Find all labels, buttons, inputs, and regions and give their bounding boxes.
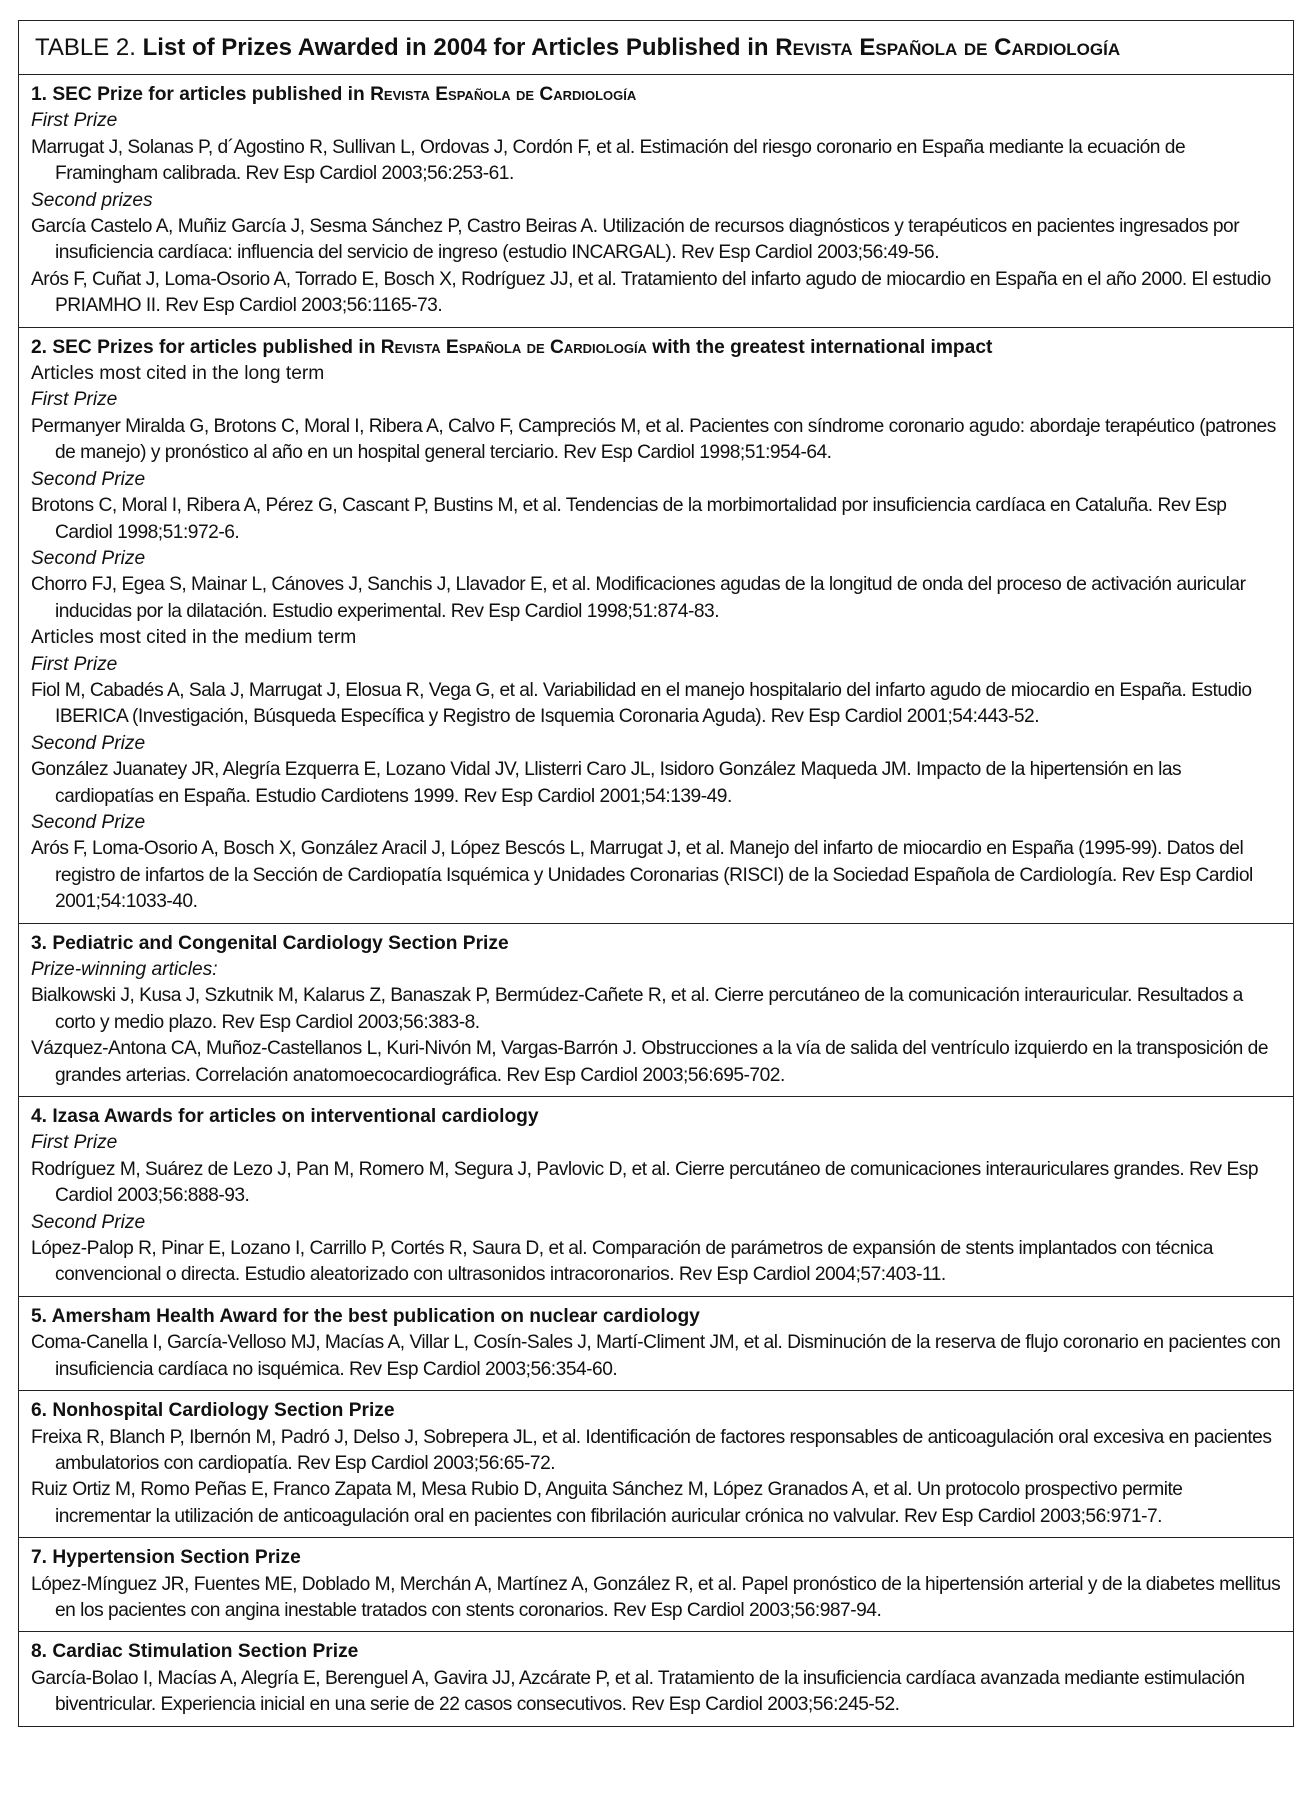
section-heading bbox=[31, 1545, 1281, 1571]
section-heading-journal: Revista Española de Cardiología bbox=[370, 84, 637, 105]
reference-entry: Marrugat J, Solanas P, d´Agostino R, Sullivan L, Ordovas J, Cordón F, et al. Estimación del riesgo coronario en España mediante la ecuación de Framingham calibrada. Rev Esp Cardiol 2003;56:253-61. bbox=[31, 136, 1186, 185]
prizes-table bbox=[18, 20, 1294, 1727]
reference-entry: López-Palop R, Pinar E, Lozano I, Carrillo P, Cortés R, Saura D, et al. Comparación de parámetros de expansión de stents implantados con técnica convencional o directa. Estudio aleatorizado con ultrasonidos intracoronarios. Rev Esp Cardiol 2004;57:403-11. bbox=[31, 1238, 1213, 1286]
prize-label: First Prize bbox=[31, 653, 118, 675]
prize-section bbox=[19, 75, 1293, 328]
reference-entry: Vázquez-Antona CA, Muñoz-Castellanos L, Kuri-Nivón M, Vargas-Barrón J. Obstrucciones a la vía de salida del ventrículo izquierdo en la transposición de grandes arterias. Correlación anatomoecocardiográfica. Rev Esp Cardiol 2003;56:695-702. bbox=[31, 1038, 1269, 1086]
prize-label: First Prize bbox=[31, 110, 118, 132]
reference-entry: Fiol M, Cabadés A, Sala J, Marrugat J, Elosua R, Vega G, et al. Variabilidad en el manejo hospitalario del infarto agudo de miocardio en España. Estudio IBERICA (Investigación, Búsqueda Específica y Registro de Isquemia Coronaria Aguda). Rev Esp Cardiol 2001;54:443-52. bbox=[31, 679, 1252, 728]
section-heading-text: 1. SEC Prize for articles published in bbox=[31, 84, 371, 105]
reference-entry: López-Mínguez JR, Fuentes ME, Doblado M, Merchán A, Martínez A, González R, et al. Papel pronóstico de la hipertensión arterial y de la diabetes mellitus en los pacientes con angina inestable tratados con stents coronarios. Rev Esp Cardiol 2003;56:987-94. bbox=[31, 1573, 1281, 1621]
table-body bbox=[19, 75, 1293, 1726]
reference-entry: Ruiz Ortiz M, Romo Peñas E, Franco Zapata M, Mesa Rubio D, Anguita Sánchez M, López Granados A, et al. Un protocolo prospectivo permite incrementar la utilización de anticoagulación oral en pacientes con fibrilación auricular crónica no valvular. Rev Esp Cardiol 2003;56:971-7. bbox=[31, 1479, 1183, 1527]
prize-label: Second Prize bbox=[31, 468, 146, 490]
prize-label: Second prizes bbox=[31, 189, 153, 211]
reference-entry: Freixa R, Blanch P, Ibernón M, Padró J, Delso J, Sobrepera JL, et al. Identificación de factores responsables de anticoagulación oral excesiva en pacientes ambulatorios con cardiopatía. Rev Esp Cardiol 2003;56:65-72. bbox=[31, 1426, 1272, 1474]
section-heading-text: 6. Nonhospital Cardiology Section Prize bbox=[31, 1400, 395, 1422]
reference-entry: Coma-Canella I, García-Velloso MJ, Macías A, Villar L, Cosín-Sales J, Martí-Climent JM, et al. Disminución de la reserva de flujo coronario en pacientes con insuficiencia cardíaca no isquémica. Rev Esp Cardiol 2003;56:354-60. bbox=[31, 1332, 1281, 1380]
section-heading-suffix: with the greatest international impact bbox=[646, 336, 993, 358]
table-title bbox=[19, 21, 1293, 75]
prize-label: Second Prize bbox=[31, 547, 146, 569]
category-label: Articles most cited in the medium term bbox=[31, 627, 357, 649]
prize-label: Second Prize bbox=[31, 1211, 146, 1233]
section-heading bbox=[31, 82, 1281, 108]
prize-section bbox=[19, 924, 1293, 1097]
prize-label: First Prize bbox=[31, 389, 118, 411]
reference-entry: Chorro FJ, Egea S, Mainar L, Cánoves J, Sanchis J, Llavador E, et al. Modificaciones agudas de la longitud de onda del proceso de activación auricular inducidas por la dilatación. Estudio experimental. Rev Esp Cardiol 1998;51:874-83. bbox=[31, 574, 1246, 622]
table-label: TABLE 2. bbox=[35, 34, 136, 61]
section-heading bbox=[31, 1304, 1281, 1330]
prize-section bbox=[19, 1097, 1293, 1297]
prize-section bbox=[19, 1297, 1293, 1391]
prize-label: Prize-winning articles: bbox=[31, 959, 218, 980]
reference-entry: García-Bolao I, Macías A, Alegría E, Berenguel A, Gavira JJ, Azcárate P, et al. Tratamiento de la insuficiencia cardíaca avanzada mediante estimulación biventricular. Experiencia inicial en una serie de 22 casos consecutivos. Rev Esp Cardiol 2003;56:245-52. bbox=[31, 1667, 1245, 1716]
section-heading bbox=[31, 1639, 1281, 1665]
table-title-part1: List of Prizes Awarded in 2004 for Articles Published in bbox=[142, 34, 776, 61]
section-heading bbox=[31, 335, 1281, 361]
section-heading bbox=[31, 1398, 1281, 1424]
section-heading bbox=[31, 931, 1281, 957]
section-heading bbox=[31, 1104, 1281, 1130]
prize-label: Second Prize bbox=[31, 732, 146, 754]
category-label: Articles most cited in the long term bbox=[31, 363, 325, 385]
prize-label: Second Prize bbox=[31, 811, 146, 833]
section-heading-text: 3. Pediatric and Congenital Cardiology Section Prize bbox=[31, 932, 509, 954]
reference-entry: Arós F, Cuñat J, Loma-Osorio A, Torrado E, Bosch X, Rodríguez JJ, et al. Tratamiento del infarto agudo de miocardio en España en el año 2000. El estudio PRIAMHO II. Rev Esp Cardiol 2003;56:1165-73. bbox=[31, 268, 1271, 317]
section-heading-text: 2. SEC Prizes for articles published in bbox=[31, 336, 381, 358]
section-heading-text: 4. Izasa Awards for articles on interventional cardiology bbox=[31, 1106, 539, 1128]
reference-entry: Permanyer Miralda G, Brotons C, Moral I, Ribera A, Calvo F, Campreciós M, et al. Pacientes con síndrome coronario agudo: abordaje terapéutico (patrones de manejo) y pronóstico al año en un hospital general terciario. Rev Esp Cardiol 1998;51:954-64. bbox=[31, 415, 1276, 464]
section-heading-text: 7. Hypertension Section Prize bbox=[31, 1547, 301, 1569]
reference-entry: Rodríguez M, Suárez de Lezo J, Pan M, Romero M, Segura J, Pavlovic D, et al. Cierre percutáneo de comunicaciones interauriculares grandes. Rev Esp Cardiol 2003;56:888-93. bbox=[31, 1158, 1259, 1207]
reference-entry: González Juanatey JR, Alegría Ezquerra E, Lozano Vidal JV, Llisterri Caro JL, Isidoro González Maqueda JM. Impacto de la hipertensión en las cardiopatías en España. Estudio Cardiotens 1999. Rev Esp Cardiol 2001;54:139-49. bbox=[31, 759, 1182, 807]
table-title-text bbox=[143, 34, 1121, 61]
section-heading-text: 5. Amersham Health Award for the best publication on nuclear cardiology bbox=[31, 1305, 700, 1327]
prize-section bbox=[19, 328, 1293, 924]
prize-label: First Prize bbox=[31, 1132, 118, 1154]
reference-entry: García Castelo A, Muñiz García J, Sesma Sánchez P, Castro Beiras A. Utilización de recursos diagnósticos y terapéuticos en pacientes ingresados por insuficiencia cardíaca: influencia del servicio de ingreso (estudio INCARGAL). Rev Esp Cardiol 2003;56:49-56. bbox=[31, 216, 1240, 264]
prize-section bbox=[19, 1538, 1293, 1632]
prize-section bbox=[19, 1391, 1293, 1538]
section-heading-journal: Revista Española de Cardiología bbox=[380, 336, 647, 358]
reference-entry: Brotons C, Moral I, Ribera A, Pérez G, Cascant P, Bustins M, et al. Tendencias de la morbimortalidad por insuficiencia cardíaca en Cataluña. Rev Esp Cardiol 1998;51:972-6. bbox=[31, 495, 1227, 543]
table-title-journal: Revista Española de Cardiología bbox=[775, 34, 1121, 61]
reference-entry: Bialkowski J, Kusa J, Szkutnik M, Kalarus Z, Banaszak P, Bermúdez-Cañete R, et al. Cierre percutáneo de la comunicación interauricular. Resultados a corto y medio plazo. Rev Esp Cardiol 2003;56:383-8. bbox=[31, 985, 1243, 1033]
reference-entry: Arós F, Loma-Osorio A, Bosch X, González Aracil J, López Bescós L, Marrugat J, et al. Manejo del infarto de miocardio en España (1995-99). Datos del registro de infartos de la Sección de Cardiopatía Isquémica y Unidades Coronarias (RISCI) de la Sociedad Española de Cardiología. Rev Esp Cardiol 2001;54:1033-40. bbox=[31, 838, 1253, 913]
section-heading-text: 8. Cardiac Stimulation Section Prize bbox=[31, 1641, 359, 1663]
prize-section bbox=[19, 1632, 1293, 1725]
